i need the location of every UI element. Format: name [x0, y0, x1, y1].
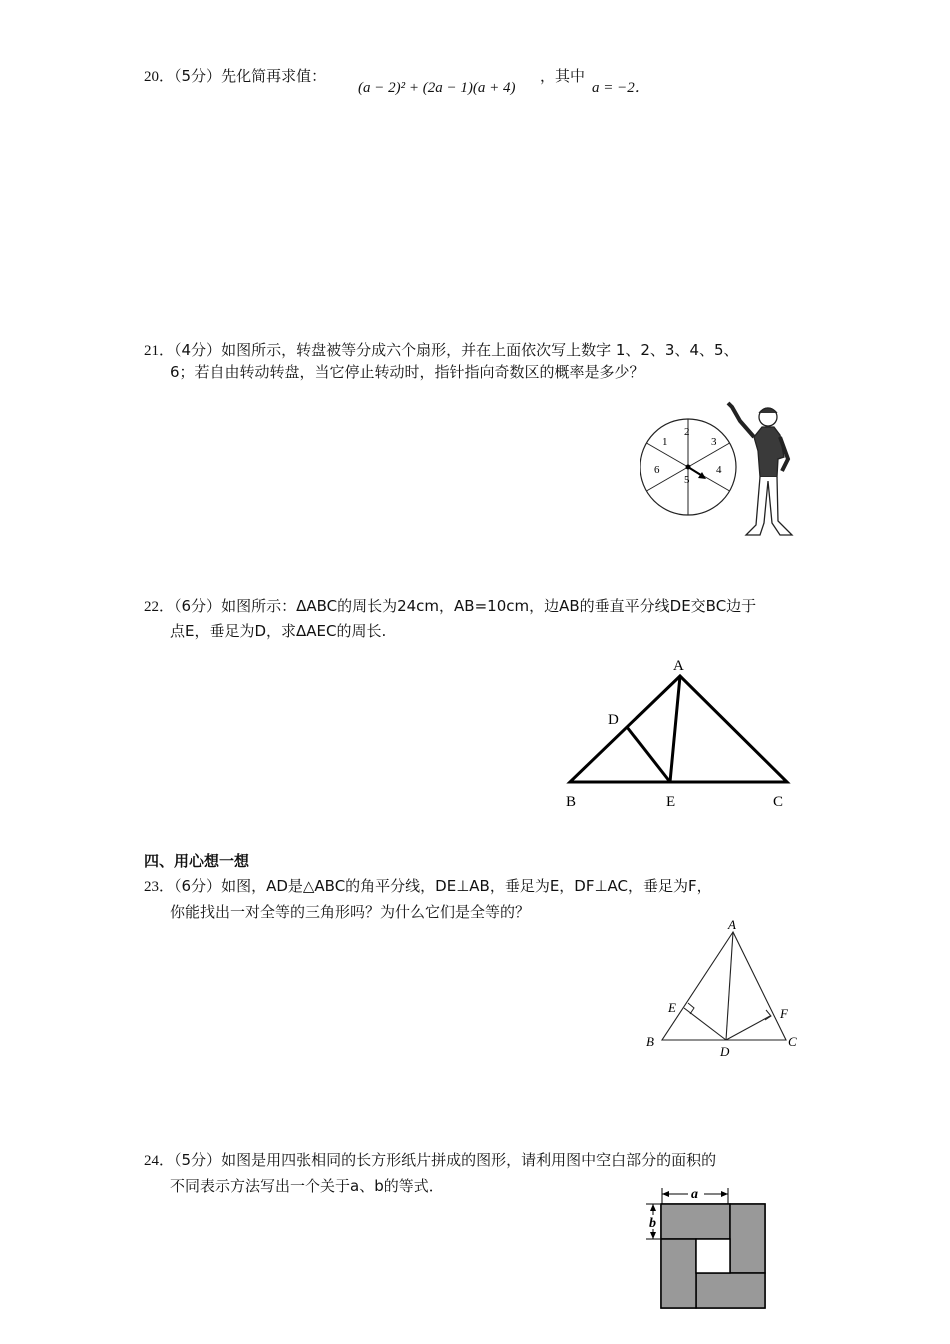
sector-label-4: 4 — [716, 464, 722, 476]
q22-text1: 如图所示：ΔABC的周长为24cm，AB=10cm，边AB的垂直平分线DE交BC边于 — [221, 597, 757, 615]
q20-score: （5分） — [174, 67, 222, 85]
q21-line1 — [144, 340, 739, 361]
q20-where — [540, 66, 585, 86]
q24-score: （5分） — [174, 1151, 222, 1169]
label-f-q23: F — [780, 1006, 788, 1021]
label-b: B — [566, 794, 577, 810]
segment-ae — [670, 676, 680, 782]
label-b-q24: b — [649, 1216, 656, 1231]
triangle-abc-q23 — [662, 932, 786, 1040]
spinner-figure — [640, 385, 810, 545]
q24-line1 — [144, 1150, 716, 1171]
sector-label-3: 3 — [711, 436, 717, 448]
label-c-q23: C — [788, 1034, 797, 1049]
triangle-abc-figure — [560, 652, 800, 817]
sector-label-5: 5 — [684, 474, 690, 486]
sector-label-2: 2 — [684, 426, 690, 438]
q23-number: 23． — [144, 879, 175, 895]
q22-line2 — [170, 621, 386, 641]
label-e: E — [666, 794, 676, 810]
dimension-a — [662, 1186, 728, 1204]
q21-number: 21． — [144, 343, 175, 359]
q20-cond: a = −2 — [592, 80, 635, 96]
rectangle-right — [730, 1204, 765, 1273]
rectangle-bottom — [696, 1273, 765, 1308]
four-rectangles-figure — [640, 1182, 775, 1312]
label-d-q23: D — [720, 1044, 730, 1059]
segment-ad — [726, 932, 733, 1040]
q20-end: ． — [634, 80, 650, 96]
q23-score: （6分） — [174, 877, 222, 895]
label-a-q24: a — [691, 1187, 698, 1202]
q22-number: 22． — [144, 599, 175, 615]
label-e-q23: E — [668, 1000, 676, 1015]
q23-text1: 如图，AD是△ABC的角平分线，DE⊥AB，垂足为E，DF⊥AC，垂足为F， — [221, 877, 712, 895]
sector-label-1: 1 — [662, 436, 668, 448]
dimension-b — [646, 1204, 660, 1239]
q20-text: 先化简再求值： — [221, 67, 327, 85]
q20-expression — [358, 78, 515, 98]
q23-text2: 你能找出一对全等的三角形吗？为什么它们是全等的？ — [170, 903, 531, 921]
label-b-q23: B — [646, 1034, 654, 1049]
label-a: A — [673, 658, 684, 674]
q21-score: （4分） — [174, 341, 222, 359]
label-c: C — [773, 794, 784, 810]
q24-line2 — [170, 1176, 444, 1196]
q22-text2: 点E，垂足为D，求ΔAEC的周长. — [170, 622, 387, 640]
rectangle-left — [661, 1239, 696, 1308]
q22-line1 — [144, 596, 756, 617]
angle-bisector-figure — [640, 918, 810, 1063]
q24-text1: 如图是用四张相同的长方形纸片拼成的图形，请利用图中空白部分的面积的 — [221, 1151, 717, 1169]
segment-df — [726, 1016, 770, 1040]
q24-number: 24． — [144, 1153, 175, 1169]
q22-score: （6分） — [174, 597, 222, 615]
label-a-q23: A — [728, 918, 736, 932]
q23-line1 — [144, 876, 712, 897]
q20-line — [144, 66, 326, 87]
section-4-title: 四、用心想一想 — [144, 852, 250, 870]
q21-line2 — [170, 362, 645, 382]
spinner-wheel — [640, 419, 736, 515]
person-illustration-icon — [728, 403, 792, 535]
q21-text2: 6；若自由转动转盘，当它停止转动时，指针指向奇数区的概率是多少？ — [170, 363, 645, 381]
sector-label-6: 6 — [654, 464, 660, 476]
label-d: D — [608, 712, 619, 728]
q21-text1: 如图所示，转盘被等分成六个扇形，并在上面依次写上数字 1、2、3、4、5、 — [221, 341, 739, 359]
q24-text2: 不同表示方法写出一个关于a、b的等式． — [170, 1177, 444, 1195]
center-blank-square — [696, 1239, 730, 1273]
q20-sep: ，其中 — [540, 67, 586, 85]
q20-condition — [592, 78, 650, 98]
q20-expr: (a − 2)² + (2a − 1)(a + 4) — [358, 80, 516, 96]
segment-de — [627, 727, 670, 782]
q23-line2 — [170, 902, 530, 922]
q20-number: 20． — [144, 69, 175, 85]
rectangle-top — [661, 1204, 730, 1239]
